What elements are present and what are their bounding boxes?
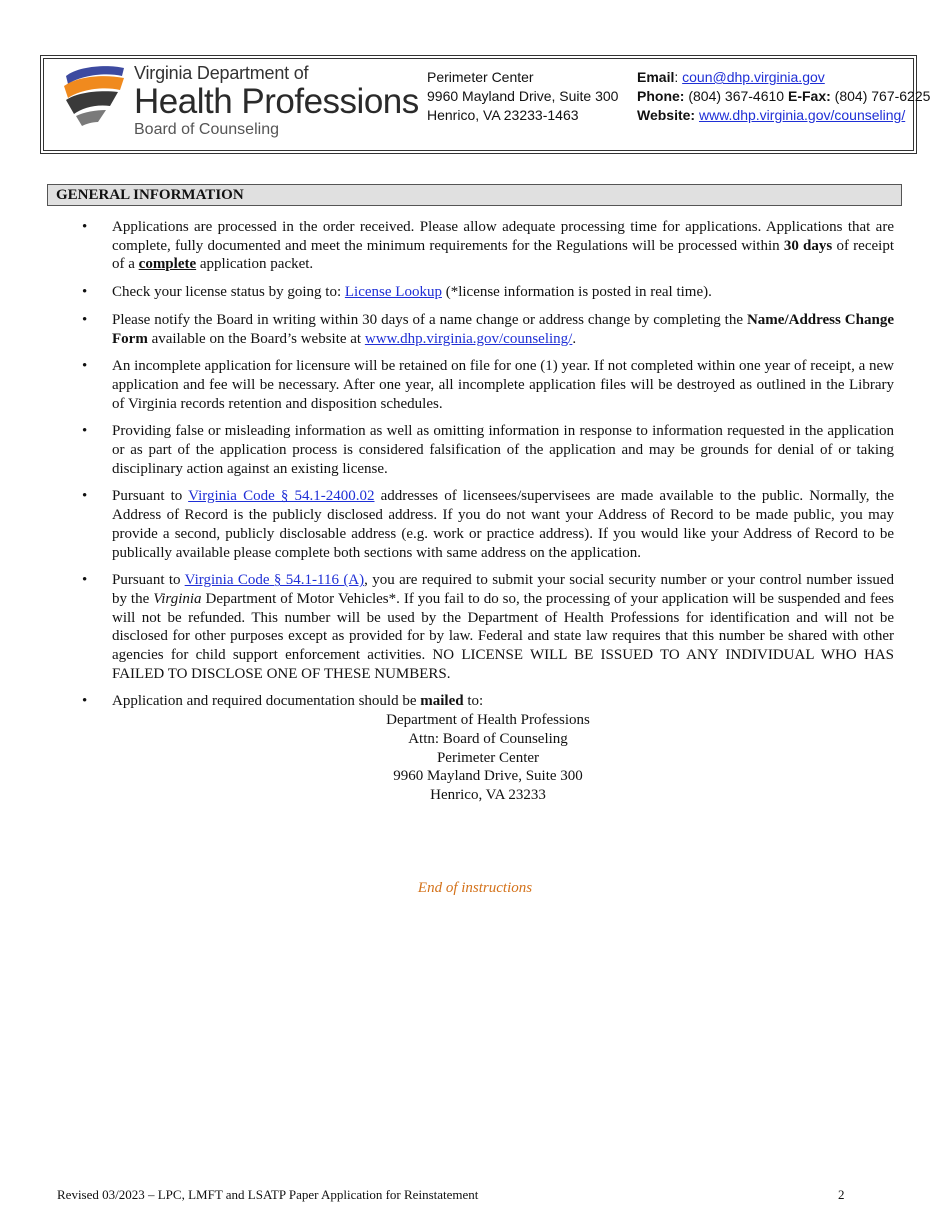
list-item: • Application and required documentation should be mailed to: Department of Health Professions Attn: Board of Counseling Perimeter Center 9960 Mayland Drive, Suite 300 Henrico, VA 23233 bbox=[82, 692, 894, 804]
list-item: • Providing false or misleading information as well as omitting information in response to information requested in the application or as part of the application process is considered falsification of the application and may be grounds for denial of or taking disciplinary action against an existing license. bbox=[82, 423, 894, 477]
dhp-logo-text bbox=[134, 62, 419, 140]
website-link[interactable]: www.dhp.virginia.gov/counseling/ bbox=[698, 107, 906, 123]
code-116-link[interactable]: Virginia Code § 54.1-116 (A) bbox=[184, 572, 365, 589]
complete-emphasis: complete bbox=[138, 256, 197, 273]
phone-row bbox=[637, 87, 930, 106]
code-2400-link[interactable]: Virginia Code § 54.1-2400.02 bbox=[188, 488, 375, 505]
list-item: • Pursuant to Virginia Code § 54.1-2400.02 addresses of licensees/supervisees are made available to the public. Normally, the Address of Record is the publicly disclosed address. If you do not want your Address of Record to be made public, you may provide a second, publicly disclosable address (e.g. work or practice address). If you would like your Address of Record to be publically available please complete both sections with same address on the application. bbox=[82, 488, 894, 561]
list-item: • Check your license status by going to: License Lookup (*license information is posted in real time). bbox=[82, 284, 712, 301]
email-link[interactable]: coun@dhp.virginia.gov bbox=[682, 69, 825, 85]
logo-line-department: Health Professions bbox=[134, 82, 419, 121]
mailing-address-line: Attn: Board of Counseling bbox=[408, 730, 568, 747]
list-item: • An incomplete application for licensure will be retained on file for one (1) year. If not completed within one year of receipt, a new application and fee will be necessary. After one year, all incomplete application files will be destroyed as outlined in the Library of Virginia records retention and disposition schedules. bbox=[82, 358, 894, 412]
bullet-icon: • bbox=[82, 284, 88, 301]
mailing-address-line: Department of Health Professions bbox=[386, 712, 590, 729]
board-website-link[interactable]: www.dhp.virginia.gov/counseling/ bbox=[364, 330, 573, 347]
email-label: Email bbox=[637, 69, 675, 85]
efax-label: E-Fax: bbox=[787, 88, 831, 104]
address-line: 9960 Mayland Drive, Suite 300 bbox=[427, 88, 619, 104]
end-of-instructions: End of instructions bbox=[417, 880, 533, 896]
general-info-list bbox=[82, 218, 894, 814]
list-item: • Applications are processed in the order received. Please allow adequate processing time for applications. Applications that are complete, fully documented and meet the minimum requirements for the Regulations will be processed within 30 days of receipt of a complete application packet. bbox=[82, 219, 894, 273]
bullet-icon: • bbox=[82, 358, 88, 375]
phone-number: (804) 367-4610 bbox=[688, 88, 785, 104]
website-label: Website: bbox=[637, 107, 696, 123]
logo-line-agency: Virginia Department of bbox=[134, 63, 309, 83]
dhp-logo-icon bbox=[58, 62, 130, 130]
name-address-form-title: Name/Address Change Form bbox=[112, 311, 894, 347]
footer-revision: Revised 03/2023 – LPC, LMFT and LSATP Paper Application for Reinstatement bbox=[57, 1187, 479, 1202]
mailing-address-line: Henrico, VA 23233 bbox=[430, 786, 546, 803]
efax-number: (804) 767-6225 bbox=[834, 88, 931, 104]
mailed-emphasis: mailed bbox=[420, 693, 464, 710]
page-number: 2 bbox=[838, 1187, 845, 1202]
bullet-icon: • bbox=[82, 488, 88, 505]
license-lookup-link[interactable]: License Lookup bbox=[344, 284, 442, 301]
list-item: • Please notify the Board in writing within 30 days of a name change or address change by completing the Name/Address Change Form available on the Board’s website at www.dhp.virginia.gov/counseling/. bbox=[82, 311, 894, 347]
email-row: Email: coun@dhp.virginia.gov bbox=[637, 69, 825, 85]
list-item: • Pursuant to Virginia Code § 54.1-116 (A), you are required to submit your social security number or your control number issued by the Virginia Department of Motor Vehicles*. If you fail to do so, the processing of your application will be suspended and fees will not be refunded. This number will be used by the Department of Health Professions for identification and will not be disclosed for other purposes except as provided for by law. Federal and state law requires that this number be shared with other agencies for child support enforcement activities. NO LICENSE WILL BE ISSUED TO ANY INDIVIDUAL WHO HAS FAILED TO DISCLOSE ONE OF THESE NUMBERS. bbox=[82, 572, 894, 682]
mailing-address-line: Perimeter Center bbox=[436, 749, 540, 766]
mailing-address-line: 9960 Mayland Drive, Suite 300 bbox=[393, 768, 583, 785]
address-line: Henrico, VA 23233-1463 bbox=[427, 107, 579, 123]
address-line: Perimeter Center bbox=[427, 69, 534, 85]
office-address bbox=[427, 68, 618, 125]
bullet-icon: • bbox=[82, 219, 88, 235]
bullet-icon: • bbox=[82, 311, 88, 328]
bullet-icon: • bbox=[82, 423, 88, 440]
processing-days: 30 days bbox=[783, 237, 833, 254]
logo-line-board: Board of Counseling bbox=[134, 121, 279, 138]
phone-label: Phone: bbox=[637, 88, 685, 104]
section-title: GENERAL INFORMATION bbox=[47, 184, 902, 206]
contact-info bbox=[637, 68, 930, 125]
bullet-icon: • bbox=[82, 572, 88, 589]
mailing-address bbox=[82, 711, 894, 805]
website-row bbox=[637, 106, 930, 125]
bullet-icon: • bbox=[82, 693, 88, 710]
